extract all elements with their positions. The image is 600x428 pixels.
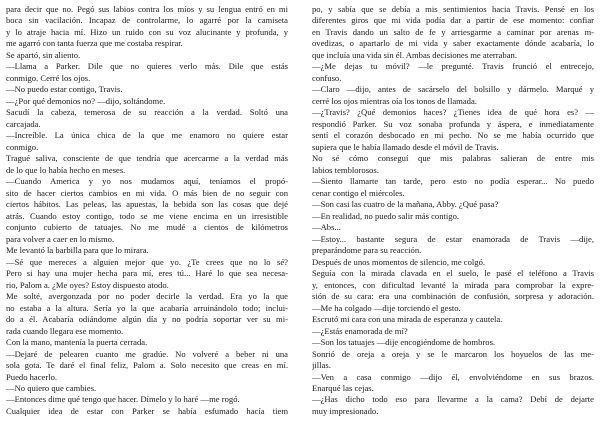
text-line: —No quiero que cambies. [6,382,97,393]
text-line: ovedizas, o apartarlo de mi vida y saber exactamente dónde acabaría, lo [312,38,594,49]
text-line: —¿Has dicho todo eso para llevarme a la cama? Debí de dejarte [312,394,594,405]
text-line: no estaba a la altura. Sería yo la que acabaría arruinándolo todo; inclui- [6,302,288,313]
text-line: —Abs... [312,222,341,233]
text-line: —No puedo estar contigo, Travis. [6,84,123,95]
text-line: —¿Me dejas tu móvil? —le pregunté. Travis frunció el entrecejo, [312,61,594,72]
text-line: cerré los ojos mientras oía los tonos de llamada. [312,95,477,106]
text-line: Seguía con la mirada clavada en el suelo, le pasé el teléfono a Travis [312,268,594,279]
text-line: respondió Parker. Su voz sonaba profunda y áspera, e inmediatamente [312,118,594,129]
text-line: atrás. Cuando estoy contigo, todo se me viene encima en un irresistible [6,210,288,221]
text-line: Sonrió de oreja a oreja y se le marcaron los hoyuelos de las me- [312,348,594,359]
text-line: que incluía una vida sin él. Ambas decisiones me aterraban. [312,49,517,60]
text-line: conjunto cubierto de tatuajes. No me mudé a cientos de kilómetros [6,222,288,233]
text-line: sola gota. Te daré el final feliz, Palom a. Solo necesito que creas en mí. [6,360,288,371]
text-line: —Siento llamarte tan tarde, pero esto no podía esperar... No puedo [312,176,594,187]
text-line: diferentes giros que mi vida podía dar a partir de ese momento: confiar [312,15,594,26]
text-line: confuso. [312,72,342,83]
text-line: —¿Travis? ¿Qué demonios haces? ¿Tienes idea de qué hora es? — [312,107,594,118]
text-line: Escrutó mi cara con una mirada de esperanza y cautela. [312,314,503,325]
text-line: y lo atraje hacia mí. Hizo un ruido con su voz alucinante y profunda, y [6,26,288,37]
text-line: —Me ha colgado —dije torciendo el gesto. [312,302,461,313]
text-line: carcajada. [6,118,41,129]
text-line: —Entonces dime qué tengo que hacer. Dímelo y lo haré —me rogó. [6,394,240,405]
text-line: ciertos hábitos. Las peleas, las apuestas, la bebida son las cosas que dejé [6,199,288,210]
text-line: supiera que le había llamado desde el móvil de Travis. [312,141,499,152]
text-line: sentí el corazón desbocado en mi pecho. No se me había ocurrido que [312,130,594,141]
text-line: —Ven a casa conmigo —dijo él, envolviéndome en sus brazos. [312,371,594,382]
left-page-column [6,4,288,428]
text-line: —Dejaré de pelearen cuanto me gradúe. No volveré a beber ni una [6,348,288,359]
text-line: do a él. Acabaría odiándome algún día y no podría soportar ver su mi- [6,314,288,325]
text-line: —Cuando America y yo nos mudamos aquí, teníamos el propó- [6,176,288,187]
text-line: Pero si hay una mujer hecha para mí, eres tú... Haré lo que sea necesa- [6,268,288,279]
text-line: Después de unos momentos de silencio, me colgó. [312,256,486,267]
text-line: Enarqué las cejas. [312,382,374,393]
text-line: para volver a caer en lo mismo. [6,233,115,244]
text-line: No sé cómo conseguí que mis palabras salieran de entre mis [312,153,594,164]
text-line: —Estoy... bastante segura de estar enamorada de Travis —dije, [312,233,594,244]
text-line: —Son los tatuajes —dije encogiéndome de hombros. [312,337,496,348]
text-line: Me solté, avergonzada por no poder decirle la verdad. Era yo la que [6,291,288,302]
text-line: Se apartó, sin aliento. [6,49,81,60]
text-line: sito de hacer ciertos cambios en mi vida. O más bien de no seguir con [6,187,288,198]
text-line: —Claro —dijo, antes de sacárselo del bolsillo y dármelo. Marqué y [312,84,594,95]
text-line: conmigo. Cerré los ojos. [6,72,91,83]
text-line: rada cuando llegara ese momento. [6,325,124,336]
text-line: po, y sabía que se debía a mis sentimientos hacia Travis. Pensé en los [312,4,594,14]
text-line: Puedo hacerlo. [6,371,58,382]
text-line: —Sé que mereces a alguien mejor que yo. ¿Te crees que no lo sé? [6,256,288,267]
text-line: —¿Estás enamorada de mí? [312,325,408,336]
text-line: conmigo. [6,141,39,152]
text-line: —Son casi las cuatro de la mañana, Abby. ¿Qué pasa? [312,199,499,210]
text-line: boca sin vacilación. Incapaz de controlarme, lo agarré por la camiseta [6,15,288,26]
text-line: —Increíble. La única chica de la que me enamoro no quiere estar [6,130,288,141]
right-page-column [312,4,594,428]
text-line: —Llama a Parker. Dile que no quieres verlo más. Dile que estás [6,61,288,72]
text-line: Me levantó la barbilla para que lo mirara. [6,245,149,256]
text-line: cenar contigo el miércoles. [312,187,405,198]
text-line: Sacudí la cabeza, temerosa de su reacción a la verdad. Soltó una [6,107,288,118]
text-line: rio, Palom a. ¿Me oyes? Estoy dispuesto atodo. [6,279,169,290]
text-line: muy impresionado. [312,405,379,416]
text-line: Cualquier idea de estar con Parker se había esfumado hacía tiem [6,405,288,416]
text-line: Tragué saliva, consciente de que tendría que acercarme a la verdad más [6,153,288,164]
text-line: preparándome para su reacción. [312,245,422,256]
text-line: —¿Por qué demonios no? —dijo, soltándome. [6,95,166,106]
text-line: y, entonces, con dificultad levanté la mirada para comprobar la expre- [312,279,594,290]
text-line: Con la mano, mantenía la puerta cerrada. [6,337,148,348]
text-line: jillas. [312,360,331,371]
text-line: sión de su cara: era una combinación de confusión, sorpresa y adoración. [312,291,594,302]
text-line: me agarró con tanta fuerza que me costaba respirar. [6,38,183,49]
text-line: labios temblorosos. [312,164,379,175]
text-line: en Travis dando un salto de fe y arriesgarme a caminar por arenas m- [312,26,594,37]
text-line: —En realidad, no puedo salir más contigo. [312,210,460,221]
text-line: para decir que no. Pegó sus labios contra los míos y su lengua entró en mi [6,4,288,14]
text-line: de lo que lo había hecho en meses. [6,164,126,175]
